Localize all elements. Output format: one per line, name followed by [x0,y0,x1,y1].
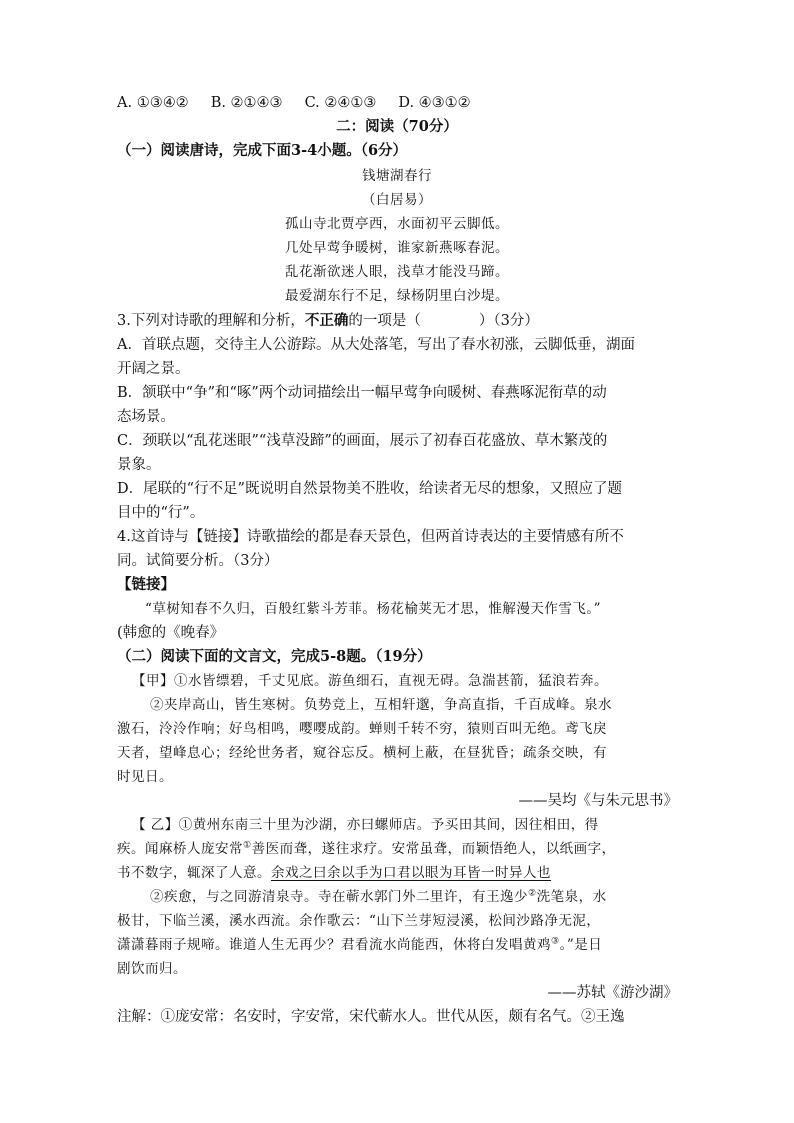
passage-yi-line [117,863,551,883]
part-one-heading: （一）阅读唐诗，完成下面3-4小题。（6分） [117,142,408,159]
answer-options-line [117,93,493,113]
poem-line: 几处早莺争暖树，谁家新燕啄春泥。 [285,240,509,256]
question-3 [117,311,539,331]
link-poem: “草树知春不久归，百般红紫斗芳菲。杨花榆荚无才思，惟解漫天作雪飞。” [145,601,602,617]
yi-text: 洗笔泉，水 [536,889,607,905]
link-source: (韩愈的《晚春》 [117,625,225,641]
poem-line: 乱花渐欲迷人眼，浅草才能没马蹄。 [285,264,509,280]
passage-jia-line: 激石，泠泠作响；好鸟相鸣，嘤嘤成韵。蝉则千转不穷，猿则百叫无绝。鸢飞戾 [117,721,607,737]
underlined-sentence: 余戏之曰余以手为口君以眼为耳皆一时异人也 [271,865,551,881]
question-4-line: 4.这首诗与【链接】诗歌描绘的都是春天景色，但两首诗表达的主要情感有所不 [117,529,624,545]
question-3-emphasis: 不正确 [304,312,349,329]
footnote-text: 注解：①庞安常：名安时，字安常，宋代蕲水人。世代从医，颇有名气。②王逸 [117,1009,625,1025]
passage-yi-line: 极甘，下临兰溪，溪水西流。余作歌云：“山下兰芽短浸溪，松间沙路净无泥， [117,913,601,929]
question-3-prefix: 3.下列对诗歌的理解和分析， [117,313,305,329]
passage-yi-source: ——苏轼《游沙湖》 [547,985,678,1001]
yi-text: 潇潇暮雨子规啼。谁道人生无再少？君看流水尚能西，休将白发唱黄鸡 [117,937,551,953]
question-4-line: 同。试简要分析。（3分） [117,553,279,569]
passage-yi-line [117,935,602,955]
yi-text: 书不数字，辄深了人意。 [117,865,271,881]
yi-text: 善医而聋，遂往求疗。安常虽聋，而颖悟绝人，以纸画字， [251,841,616,857]
poem-line: 最爱湖东行不足，绿杨阴里白沙堤。 [285,288,509,304]
yi-text: 疾。闻麻桥人庞安常 [117,841,243,857]
q3-option-text: 开阔之景。 [117,361,190,377]
passage-yi-line [150,887,607,907]
option-c: C. ②④①③ [304,95,377,111]
q3-option-text: 态场景。 [117,409,175,425]
question-3-suffix: 的一项是（ ）（3分） [348,313,539,329]
section-two-title: 二：阅读（70分） [336,118,458,135]
q3-option-text: C．颈联以“乱花迷眼”“浅草没蹄”的画面，展示了初春百花盛放、草木繁茂的 [117,433,608,449]
yi-text: 。”是日 [559,937,603,953]
passage-yi-line: 剧饮而归。 [117,961,187,977]
option-a: A. ①③④② [117,95,189,111]
poem-author: （白居易） [362,192,432,208]
poem-line: 孤山寺北贾亭西，水面初平云脚低。 [285,216,509,232]
passage-yi-line [117,839,616,859]
passage-jia-line: ②夹岸高山，皆生寒树。负势竞上，互相轩邈，争高直指，千百成峰。泉水 [150,697,612,713]
footnote-marker: ③ [551,936,560,947]
passage-jia-line: 天者，望峰息心；经纶世务者，窥谷忘反。横柯上蔽，在昼犹昏；疏条交映，有 [117,745,607,761]
yi-text: ②疾愈，与之同游清泉寺。寺在蕲水郭门外二里许，有王逸少 [150,889,528,905]
passage-jia-line: 【甲】①水皆缥碧，千丈见底。游鱼细石，直视无碍。急湍甚箭，猛浪若奔。 [132,673,608,689]
q3-option-text: 目中的“行”。 [117,505,205,521]
passage-jia-source: ——吴均《与朱元思书》 [518,793,678,809]
option-b: B. ②①④③ [210,95,283,111]
q3-option-text: A．首联点题，交待主人公游踪。从大处落笔，写出了春水初涨，云脚低垂，湖面 [117,337,635,353]
q3-option-text: D．尾联的“行不足”既说明自然景物美不胜收，给读者无尽的想象，又照应了题 [117,481,622,497]
link-label: 【链接】 [117,576,175,593]
option-d: D. ④③①② [398,95,471,111]
q3-option-text: 景象。 [117,457,161,473]
passage-yi-line: 【 乙】①黄州东南三十里为沙湖，亦曰螺师店。予买田其间，因往相田，得 [132,817,599,833]
part-two-heading: （二）阅读下面的文言文，完成5-8题。（19分） [117,648,432,665]
footnote-marker: ① [243,840,252,851]
q3-option-text: B．颔联中“争”和“啄”两个动词描绘出一幅早莺争向暖树、春燕啄泥衔草的动 [117,385,607,401]
passage-jia-line: 时见日。 [117,769,173,785]
poem-title: 钱塘湖春行 [362,168,432,184]
footnote-marker: ② [528,888,537,899]
